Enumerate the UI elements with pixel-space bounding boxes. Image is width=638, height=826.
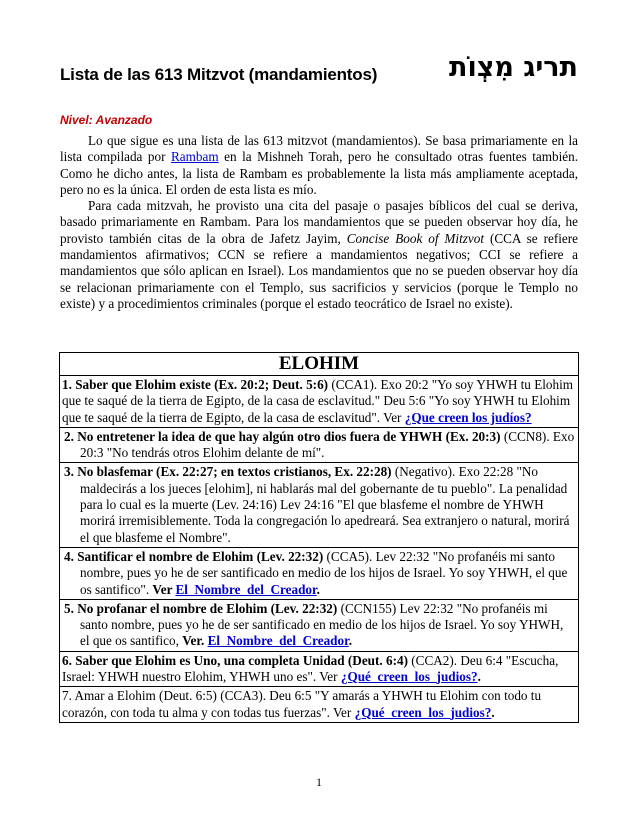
table-row [60, 651, 579, 687]
mitzvah-text: (Negativo). Exo 22:28 "No maldecirás a los jueces [elohim], ni hablarás mal del gobernante de tu pueblo". La penalidad para lo cual es la muerte (Lev. 24:16) Lev 24:16 "El que blasfeme el nombre de YHWH morirá irremisiblemente. Toda la congregación lo apedreará. Sea extranjero o natural, morirá el que blasfeme el Nombre". [80, 464, 570, 545]
intro-section [60, 133, 578, 312]
mitzvah-text: (CCN155) Lev 22:32 "No profanéis mi santo nombre, pues yo he de ser santificado en medio de los hijos de Israel. Yo soy YHWH, el que os santifico, [80, 600, 564, 649]
intro-text: Para cada mitzvah, he provisto una cita del pasaje o pasajes bíblicos del cual se deriva, basado primariamente en Rambam. Para los mandamientos que se pueden observar hoy día, he provisto también citas de la obra de Jafetz Jayim, [60, 198, 578, 246]
mitzvah-title: 2. No entretener la idea de que hay algún otro dios fuera de YHWH (Ex. 20:3) [64, 428, 501, 444]
hebrew-title: תריג מִצְוֹת [449, 52, 578, 83]
period: . [348, 633, 353, 649]
table-heading: ELOHIM [60, 353, 579, 376]
period: . [477, 669, 481, 685]
que-creen-link[interactable]: ¿Qué_creen_los_judios? [354, 704, 492, 720]
intro-text: en la Mishneh Torah, pero he consultado otras fuentes también. Como he dicho antes, la lista de Rambam es probablemente la lista más ampliamente aceptada, pero no es la única. El orden de esta lista es mío. [60, 149, 578, 197]
mitzvah-title: 4. Santificar el nombre de Elohim (Lev. 22:32) [64, 548, 324, 564]
mitzvah-title: 6. Saber que Elohim es Uno, una completa Unidad (Deut. 6:4) [62, 652, 408, 668]
mitzvah-text: (CCN8). Exo 20:3 "No tendrás otros Elohim delante de mí". [80, 428, 575, 461]
period: . [491, 704, 495, 720]
ver-label: Ver [152, 581, 176, 597]
mitzvah-entry [62, 429, 576, 462]
book-title: Concise Book of Mitzvot [346, 230, 484, 246]
table-row [60, 463, 579, 547]
table-row [60, 427, 579, 463]
period: . [316, 581, 320, 597]
mitzvah-entry [62, 464, 576, 545]
que-creen-link[interactable]: ¿Qué_creen_los_judios? [340, 669, 478, 685]
intro-text: Lo que sigue es una lista de las 613 mitzvot (mandamientos). Se basa primariamente en la lista compilada por [60, 133, 578, 165]
mitzvah-text: (CCA1). Exo 20:2 "Yo soy YHWH tu Elohim que te saqué de la tierra de Egipto, de la casa de esclavitud." Deu 5:6 "Yo soy YHWH tu Elohim que te saqué de la tierra de Egipto, de la casa de esclavitud". Ver [62, 377, 574, 425]
page-title: Lista de las 613 Mitzvot (mandamientos) [60, 65, 378, 84]
rambam-link[interactable]: Rambam [171, 149, 219, 165]
mitzvah-text: 7. Amar a Elohim (Deut. 6:5) (CCA3). Deu 6:5 "Y amarás a YHWH tu Elohim con todo tu corazón, con toda tu alma y con todas tus fuerzas". Ver [62, 688, 542, 720]
ver-label: Ver. [182, 633, 208, 649]
nombre-creador-link[interactable]: El_Nombre_del_Creador [207, 633, 349, 649]
mitzvah-title: 5. No profanar el nombre de Elohim (Lev. 22:32) [64, 600, 338, 616]
mitzvah-text: (CCA5). Lev 22:32 "No profanéis mi santo nombre, pues yo he de ser santificado en medio de los hijos de Israel. Yo soy YHWH, el que os santifico". [80, 548, 568, 597]
intro-text: (CCA se refiere mandamientos afirmativos; CCN se refiere a mandamientos negativos; CCI se refiere a mandamientos que sólo aplican en Israel). Los mandamientos que no se pueden observar hoy día se relacionan primariamente con el Templo, sus sacrificios y servicios (porque le Templo no existe) y a procedimientos criminales (porque el estado teocrático de Israel no existe). [60, 230, 578, 311]
mitzvah-text: (CCA2). Deu 6:4 "Escucha, Israel: YHWH nuestro Elohim, YHWH uno es". Ver [62, 652, 559, 685]
que-creen-link[interactable]: ¿Que creen los judíos? [404, 409, 532, 425]
intro-paragraph-2 [60, 198, 578, 312]
mitzvah-entry [62, 601, 576, 650]
nombre-creador-link[interactable]: El_Nombre_del_Creador [175, 581, 317, 597]
mitzvah-entry [62, 549, 576, 598]
mitzvah-title: 1. Saber que Elohim existe (Ex. 20:2; Deut. 5:6) [62, 377, 329, 392]
table-row [60, 376, 579, 428]
page-number: 1 [316, 775, 322, 789]
mitzvah-title: 3. No blasfemar (Ex. 22:27; en textos cristianos, Ex. 22:28) [64, 464, 392, 480]
level-label: Nivel: Avanzado [60, 113, 153, 127]
table-row [60, 547, 579, 599]
mitzvot-table [59, 352, 579, 723]
intro-paragraph-1 [60, 133, 578, 198]
table-row [60, 599, 579, 651]
table-row [60, 687, 579, 723]
